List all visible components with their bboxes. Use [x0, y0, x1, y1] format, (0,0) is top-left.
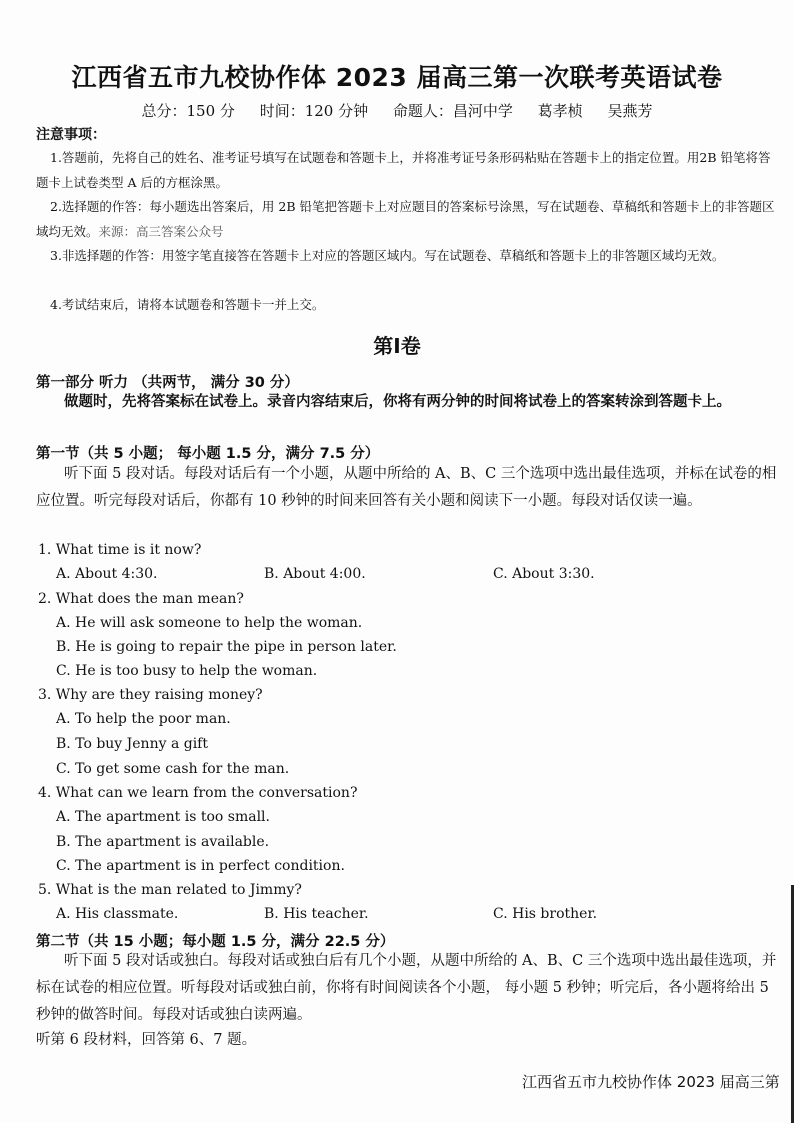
exam-author-1: 葛孝桢 — [537, 102, 583, 120]
notice-source: 来源：高三答案公众号 — [98, 223, 224, 239]
q4-option-b: B. The apartment is available. — [56, 834, 270, 850]
exam-author-2: 吴燕芳 — [607, 102, 653, 120]
part1-heading: 第一部分 听力 （共两节， 满分 30 分） — [36, 375, 299, 391]
question-5: 5. What is the man related to Jimmy? — [38, 882, 302, 898]
question-1: 1. What time is it now? — [38, 542, 202, 558]
q4-option-c: C. The apartment is in perfect condition. — [56, 858, 345, 874]
question-3: 3. Why are they raising money? — [38, 687, 263, 703]
section2-heading: 第二节（共 15 小题；每小题 1.5 分，满分 22.5 分） — [36, 934, 395, 950]
section-title: 第Ⅰ卷 — [373, 334, 421, 358]
exam-title: 江西省五市九校协作体 2023 届高三第一次联考英语试卷 — [71, 63, 723, 92]
q3-option-a: A. To help the poor man. — [56, 711, 231, 727]
question-2: 2. What does the man mean? — [38, 591, 244, 607]
exam-time: 时间：120 分钟 — [259, 102, 369, 120]
exam-author: 命题人：昌河中学 — [392, 102, 513, 120]
q2-option-a: A. He will ask someone to help the woman. — [56, 615, 363, 631]
notice-item-2-text: 2.选择题的作答：每小题选出答案后，用 2B 铅笔把答题卡上对应题目的答案标号涂黑，写在试题卷、草稿纸和答题卡上的非答题区域均无效。 — [36, 199, 775, 239]
q2-option-c: C. He is too busy to help the woman. — [56, 663, 318, 679]
q5-option-c: C. His brother. — [493, 906, 598, 922]
notice-item-3: 3.非选择题的作答：用签字笔直接答在答题卡上对应的答题区域内。写在试题卷、草稿纸和答题卡上的非答题区域均无效。 — [50, 248, 725, 263]
q5-option-a: A. His classmate. — [56, 906, 179, 922]
exam-meta — [0, 100, 794, 121]
q3-option-c: C. To get some cash for the man. — [56, 761, 290, 777]
notice-heading: 注意事项： — [36, 127, 106, 143]
q1-option-a: A. About 4:30. — [56, 566, 158, 582]
question-4: 4. What can we learn from the conversation? — [38, 785, 358, 801]
q3-option-b: B. To buy Jenny a gift — [56, 736, 208, 752]
material-6-note: 听第 6 段材料，回答第 6、7 题。 — [36, 1032, 257, 1048]
page-footer: 江西省五市九校协作体 2023 届高三第 — [522, 1073, 780, 1091]
notice-item-1: 1.答题前，先将自己的姓名、准考证号填写在试题卷和答题卡上，并将准考证号条形码粘贴在答题卡上的指定位置。用2B 铅笔将答题卡上试卷类型 A 后的方框涂黑。 — [36, 150, 771, 190]
section2-instruction: 听下面 5 段对话或独白。每段对话或独白后有几个小题，从题中所给的 A、B、C 三个选项中选出最佳选项，并标在试卷的相应位置。听每段对话或独白前，你将有时间阅读各个小题， 每小题 5 秒钟；听完后，各小题将给出 5 秒钟的做答时间。每段对话或独白读两遍。 — [36, 953, 777, 1023]
q1-option-c: C. About 3:30. — [493, 566, 595, 582]
notice-item-4: 4.考试结束后，请将本试题卷和答题卡一并上交。 — [50, 297, 325, 312]
q2-option-b: B. He is going to repair the pipe in person later. — [56, 639, 397, 655]
part1-instruction: 做题时，先将答案标在试卷上。录音内容结束后，你将有两分钟的时间将试卷上的答案转涂到答题卡上。 — [64, 394, 731, 410]
q5-option-b: B. His teacher. — [264, 906, 369, 922]
notice-item-2 — [36, 195, 778, 244]
section1-instruction: 听下面 5 段对话。每段对话后有一个小题，从题中所给的 A、B、C 三个选项中选出最佳选项，并标在试卷的相应位置。听完每段对话后，你都有 10 秒钟的时间来回答有关小题和阅读下一小题。每段对话仅读一遍。 — [36, 466, 777, 509]
q1-option-b: B. About 4:00. — [264, 566, 366, 582]
total-score: 总分：150 分 — [141, 102, 235, 120]
section1-heading: 第一节（共 5 小题； 每小题 1.5 分，满分 7.5 分） — [36, 446, 380, 462]
q4-option-a: A. The apartment is too small. — [56, 809, 270, 825]
